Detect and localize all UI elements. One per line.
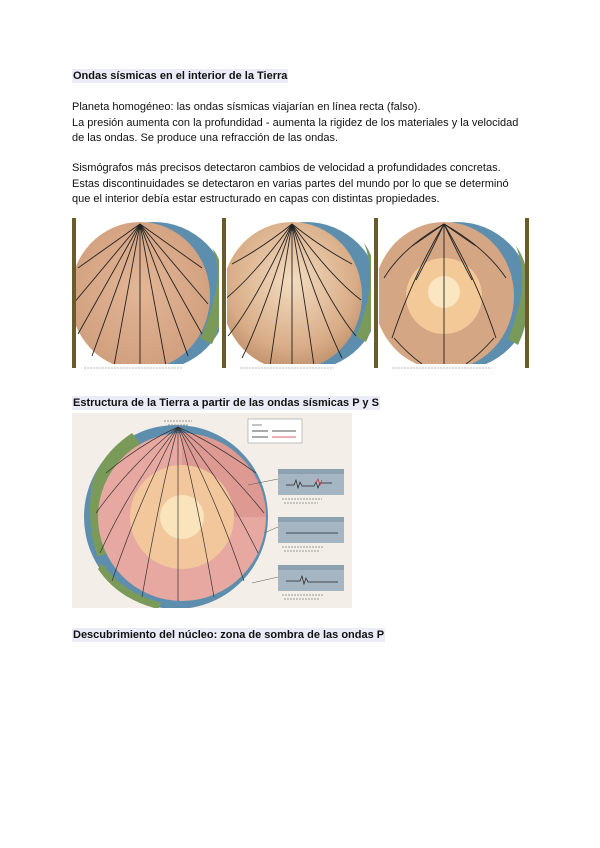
panel-divider bbox=[374, 218, 378, 368]
panel-divider bbox=[222, 218, 226, 368]
panel-divider bbox=[525, 218, 529, 368]
text-line: Sismógrafos más precisos detectaron cambios de velocidad a profundidades concretas. bbox=[72, 162, 501, 174]
earth-ps-waves-figure bbox=[72, 413, 352, 608]
earth-curved-rays-diagram bbox=[222, 218, 380, 373]
text-line: La presión aumenta con la profundidad - aumenta la rigidez de los materiales y la velocidad bbox=[72, 116, 519, 129]
paragraph-homogeneous-planet bbox=[72, 100, 542, 147]
earth-refraction-figure bbox=[72, 218, 529, 373]
earth-layered-rays-diagram bbox=[374, 218, 529, 373]
section-heading-seismic-waves: Ondas sísmicas en el interior de la Tierra bbox=[73, 70, 288, 82]
section-heading-core-discovery: Descubrimiento del núcleo: zona de sombra de las ondas P bbox=[73, 629, 385, 641]
paragraph-discontinuities bbox=[72, 161, 542, 208]
seismic-wave-legend-icon bbox=[248, 419, 302, 443]
section-heading-earth-structure: Estructura de la Tierra a partir de las ondas sísmicas P y S bbox=[73, 397, 379, 409]
text-line: de las ondas. Se produce una refracción de las ondas. bbox=[72, 132, 339, 144]
earth-straight-rays-diagram bbox=[72, 218, 228, 373]
text-line: que el interior debía estar estructurado en capas con distintas propiedades. bbox=[72, 193, 440, 205]
panel-divider bbox=[72, 218, 76, 368]
text-line: Estas discontinuidades se detectaron en varias partes del mundo por lo que se determinó bbox=[72, 177, 509, 190]
text-line: Planeta homogéneo: las ondas sísmicas viajarían en línea recta (falso). bbox=[72, 101, 421, 113]
